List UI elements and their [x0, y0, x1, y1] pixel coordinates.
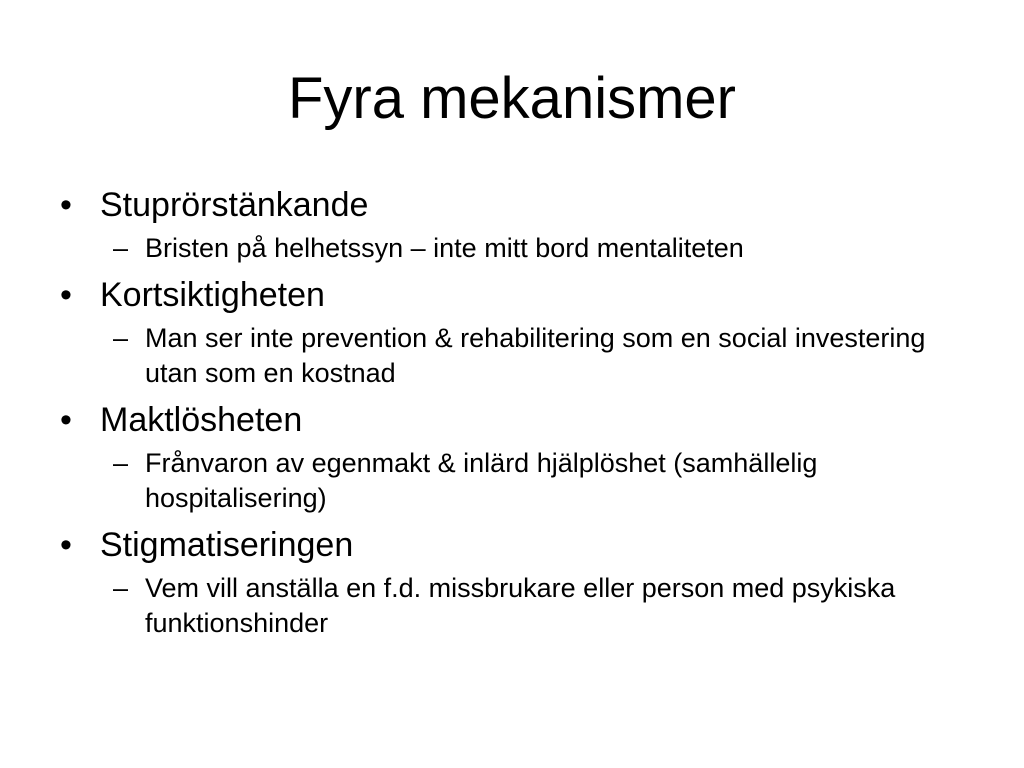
sub-bullet-item [58, 231, 978, 266]
sub-bullet-marker: – [113, 573, 129, 603]
bullet-item [58, 182, 978, 228]
sub-bullet-marker: – [113, 448, 129, 478]
bullet-label: Stuprörstänkande [100, 186, 369, 224]
sub-bullet-text: Frånvaron av egenmakt & inlärd hjälplöshet (samhällelig hospitalisering) [145, 448, 818, 513]
bullet-item [58, 272, 978, 318]
bullet-label: Stigmatiseringen [100, 526, 354, 564]
slide-title: Fyra mekanismer [288, 66, 736, 131]
sub-bullet-text: Vem vill anställa en f.d. missbrukare eller person med psykiska funktionshinder [145, 573, 896, 638]
bullet-marker: • [60, 526, 72, 564]
bullet-item [58, 522, 978, 568]
sub-bullet-text: Bristen på helhetssyn – inte mitt bord mentaliteten [145, 233, 744, 263]
bullet-marker: • [60, 401, 72, 439]
sub-bullet-marker: – [113, 233, 129, 263]
sub-bullet-marker: – [113, 323, 129, 353]
sub-bullet-item [58, 321, 978, 391]
bullet-item [58, 397, 978, 443]
bullet-marker: • [60, 276, 72, 314]
bullet-marker: • [60, 186, 72, 224]
sub-bullet-text: Man ser inte prevention & rehabilitering som en social investering utan som en kostnad [145, 323, 926, 388]
sub-bullet-item [58, 571, 978, 641]
sub-bullet-item [58, 446, 978, 516]
bullet-label: Kortsiktigheten [100, 276, 325, 314]
bullet-list [58, 182, 978, 647]
bullet-label: Maktlösheten [100, 401, 303, 439]
